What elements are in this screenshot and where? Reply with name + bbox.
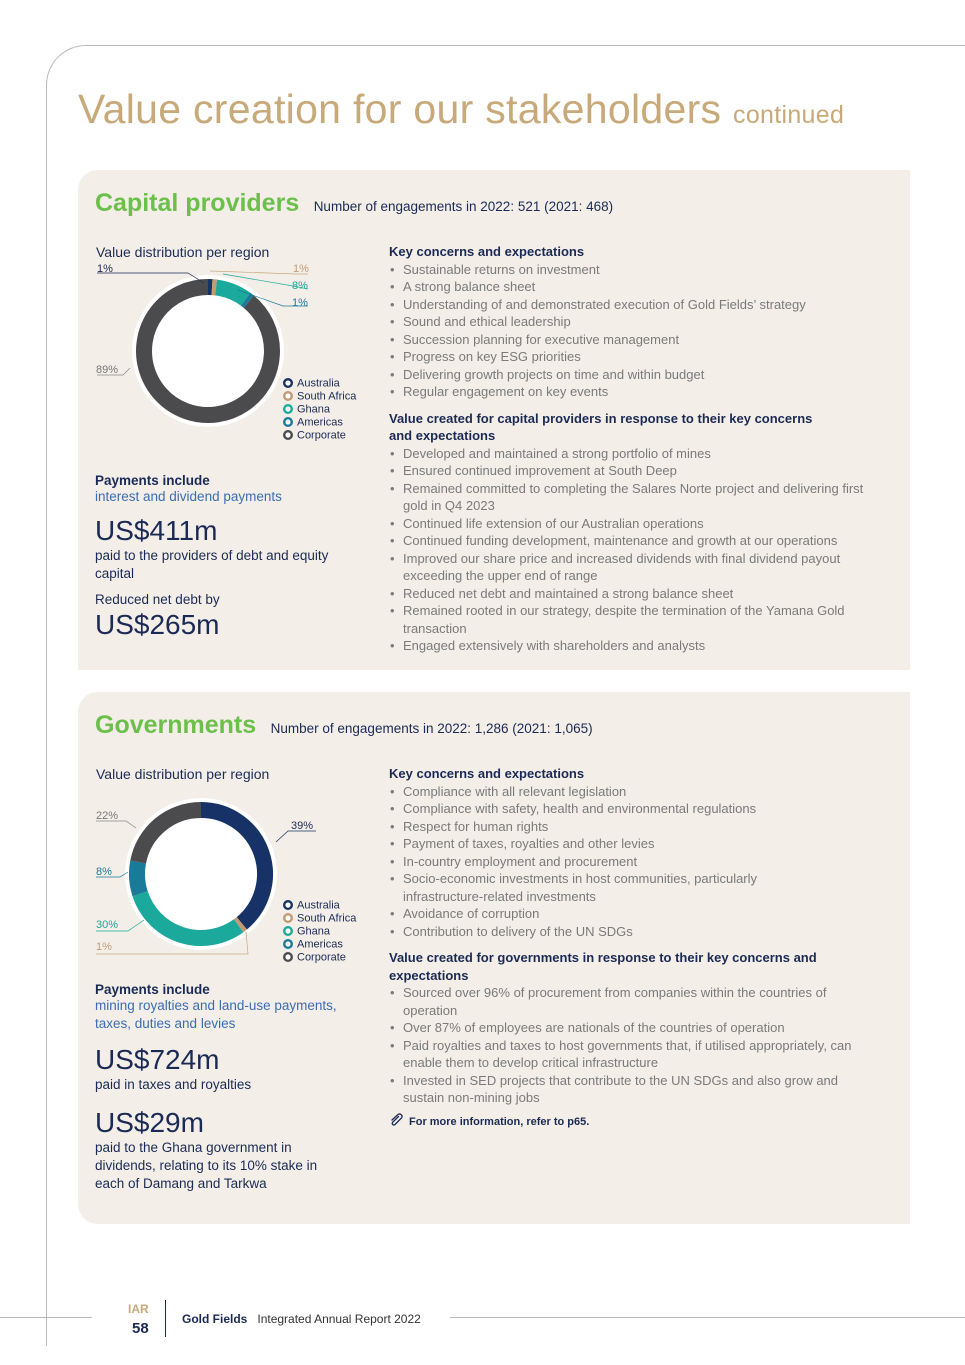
- donut-background: [125, 798, 277, 950]
- capital-label-australia: 1%: [97, 263, 113, 275]
- list-item: • Respect for human rights: [389, 818, 809, 836]
- list-item: • Regular engagement on key events: [389, 383, 889, 401]
- legend-marker-australia: [284, 379, 292, 387]
- gov-leader-corporate: [96, 821, 136, 828]
- governments-section: [78, 692, 910, 1224]
- list-item: • Compliance with all relevant legislation: [389, 783, 809, 801]
- capital-label-ghana: 8%: [292, 280, 308, 292]
- list-item: • Progress on key ESG priorities: [389, 348, 889, 366]
- gov-amount1-desc: paid in taxes and royalties: [95, 1077, 252, 1092]
- legend-marker-corporate: [284, 431, 292, 439]
- gov-concerns-list: [389, 783, 809, 941]
- list-item: • Remained rooted in our strategy, despite the termination of the Yamana Gold transaction: [389, 602, 889, 637]
- list-item: • Improved our share price and increased dividends with final dividend payout exceeding the upper end of range: [389, 550, 889, 585]
- legend-label-south-africa: South Africa: [297, 390, 357, 403]
- capital-payments: [95, 473, 365, 641]
- more-info-text: For more information, refer to p65.: [409, 1115, 590, 1128]
- list-item: • Reduced net debt and maintained a strong balance sheet: [389, 585, 889, 603]
- capital-concerns-heading: Key concerns and expectations: [389, 244, 585, 259]
- list-item: • Over 87% of employees are nationals of the countries of operation: [389, 1019, 864, 1037]
- capital-amount1: US$411m: [95, 515, 218, 546]
- gov-payments-desc: mining royalties and land-use payments, taxes, duties and levies: [95, 998, 337, 1031]
- more-info-link[interactable]: [389, 1113, 889, 1128]
- governments-donut: [125, 798, 277, 950]
- governments-payments: [95, 982, 365, 1193]
- legend-label-corporate: Corporate: [297, 429, 346, 442]
- capital-payments-heading: Payments include: [95, 473, 210, 488]
- gov-label-australia: 39%: [291, 820, 314, 832]
- governments-right-column: [389, 765, 889, 1128]
- governments-title: Governments: [95, 711, 257, 739]
- list-item: • Contribution to delivery of the UN SDGs: [389, 923, 809, 941]
- governments-engagements: Number of engagements in 2022: 1,286 (2021: 1,065): [270, 721, 593, 736]
- capital-title: Capital providers: [95, 189, 300, 217]
- capital-right-column: [389, 243, 889, 655]
- legend-label-americas: Americas: [297, 416, 343, 429]
- gov-concerns-heading: Key concerns and expectations: [389, 766, 585, 781]
- donut-slice-americas: [137, 862, 140, 894]
- capital-reduced-label: Reduced net debt by: [95, 592, 220, 607]
- list-item: • Socio-economic investments in host communities, particularly infrastructure-related investments: [389, 870, 809, 905]
- list-item: • Sound and ethical leadership: [389, 313, 889, 331]
- gov-leader-australia: [276, 831, 316, 842]
- list-item: • Sustainable returns on investment: [389, 261, 889, 279]
- donut-background: [132, 275, 284, 427]
- gov-label-southafrica: 1%: [96, 941, 112, 953]
- capital-concerns-list: [389, 261, 889, 401]
- legend-label-south-africa: South Africa: [297, 912, 357, 925]
- gov-payments-heading: Payments include: [95, 982, 210, 997]
- paperclip-icon: [389, 1113, 405, 1127]
- capital-label-corporate: 89%: [96, 364, 119, 376]
- footer-iar: IAR: [128, 1302, 149, 1316]
- governments-vd-title: Value distribution per region: [96, 766, 270, 782]
- capital-engagements: Number of engagements in 2022: 521 (2021: 468): [313, 199, 614, 214]
- list-item: • Delivering growth projects on time and within budget: [389, 366, 889, 384]
- legend-label-australia: Australia: [297, 377, 340, 390]
- list-item: • Compliance with safety, health and environmental regulations: [389, 800, 809, 818]
- list-item: • Succession planning for executive management: [389, 331, 889, 349]
- list-item: • Remained committed to completing the Salares Norte project and delivering first gold in Q4 2023: [389, 480, 889, 515]
- footer-text: [182, 1312, 421, 1326]
- legend-marker-ghana: [284, 405, 292, 413]
- list-item: • Payment of taxes, royalties and other levies: [389, 835, 809, 853]
- list-item: • Continued funding development, maintenance and growth at our operations: [389, 532, 889, 550]
- gov-value-list: [389, 984, 864, 1107]
- list-item: • Paid royalties and taxes to host governments that, if utilised appropriately, can enable them to develop critical infrastructure: [389, 1037, 864, 1072]
- gov-amount1: US$724m: [95, 1044, 220, 1075]
- footer-report: Integrated Annual Report 2022: [257, 1312, 421, 1326]
- legend-marker-south-africa: [284, 392, 292, 400]
- footer-rule-left: [0, 1317, 92, 1318]
- capital-amount2: US$265m: [95, 609, 220, 640]
- legend-label-ghana: Ghana: [297, 925, 331, 938]
- capital-vd-title: Value distribution per region: [96, 244, 270, 260]
- list-item: • Ensured continued improvement at South Deep: [389, 462, 889, 480]
- gov-value-heading: Value created for governments in response to their key concerns and expectations: [389, 950, 817, 983]
- list-item: • Avoidance of corruption: [389, 905, 809, 923]
- legend-marker-australia: [284, 901, 292, 909]
- capital-providers-section: [78, 170, 910, 670]
- legend-marker-americas: [284, 418, 292, 426]
- legend-marker-ghana: [284, 927, 292, 935]
- capital-payments-desc: interest and dividend payments: [95, 489, 282, 504]
- list-item: • Developed and maintained a strong portfolio of mines: [389, 445, 889, 463]
- page-title: Value creation for our stakeholders continued: [78, 86, 845, 132]
- legend-marker-south-africa: [284, 914, 292, 922]
- gov-label-corporate: 22%: [96, 810, 119, 822]
- footer-divider: [165, 1300, 166, 1337]
- gov-amount2: US$29m: [95, 1107, 204, 1138]
- list-item: • Invested in SED projects that contribute to the UN SDGs and also grow and sustain non-mining jobs: [389, 1072, 864, 1107]
- legend-label-australia: Australia: [297, 899, 340, 912]
- donut-slice-americas: [246, 299, 249, 301]
- capital-label-americas: 1%: [292, 297, 308, 309]
- capital-legend: [284, 378, 357, 442]
- list-item: • In-country employment and procurement: [389, 853, 809, 871]
- capital-donut-chart: [78, 170, 378, 455]
- legend-label-corporate: Corporate: [297, 951, 346, 964]
- governments-donut-chart: [78, 692, 378, 977]
- capital-label-southafrica: 1%: [293, 263, 309, 275]
- capital-amount1-desc: paid to the providers of debt and equity capital: [95, 548, 329, 581]
- gov-label-ghana: 30%: [96, 919, 119, 931]
- donut-slice-south-africa: [239, 923, 242, 925]
- governments-legend: [284, 900, 357, 964]
- capital-donut: [132, 275, 284, 427]
- gov-amount2-desc: paid to the Ghana government in dividends, relating to its 10% stake in each of Damang and Tarkwa: [95, 1140, 318, 1191]
- capital-value-heading: Value created for capital providers in response to their key concerns and expectations: [389, 410, 813, 443]
- footer-company: Gold Fields: [182, 1312, 248, 1326]
- legend-marker-americas: [284, 940, 292, 948]
- gov-label-americas: 8%: [96, 866, 112, 878]
- capital-value-list: [389, 445, 889, 655]
- list-item: • Understanding of and demonstrated execution of Gold Fields’ strategy: [389, 296, 889, 314]
- list-item: • Sourced over 96% of procurement from companies within the countries of operation: [389, 984, 864, 1019]
- legend-label-ghana: Ghana: [297, 403, 331, 416]
- legend-label-americas: Americas: [297, 938, 343, 951]
- list-item: • Engaged extensively with shareholders and analysts: [389, 637, 889, 655]
- footer-rule-right: [450, 1317, 965, 1318]
- page-number: 58: [132, 1320, 149, 1337]
- list-item: • A strong balance sheet: [389, 278, 889, 296]
- list-item: • Continued life extension of our Australian operations: [389, 515, 889, 533]
- title-suffix: continued: [733, 101, 845, 129]
- legend-marker-corporate: [284, 953, 292, 961]
